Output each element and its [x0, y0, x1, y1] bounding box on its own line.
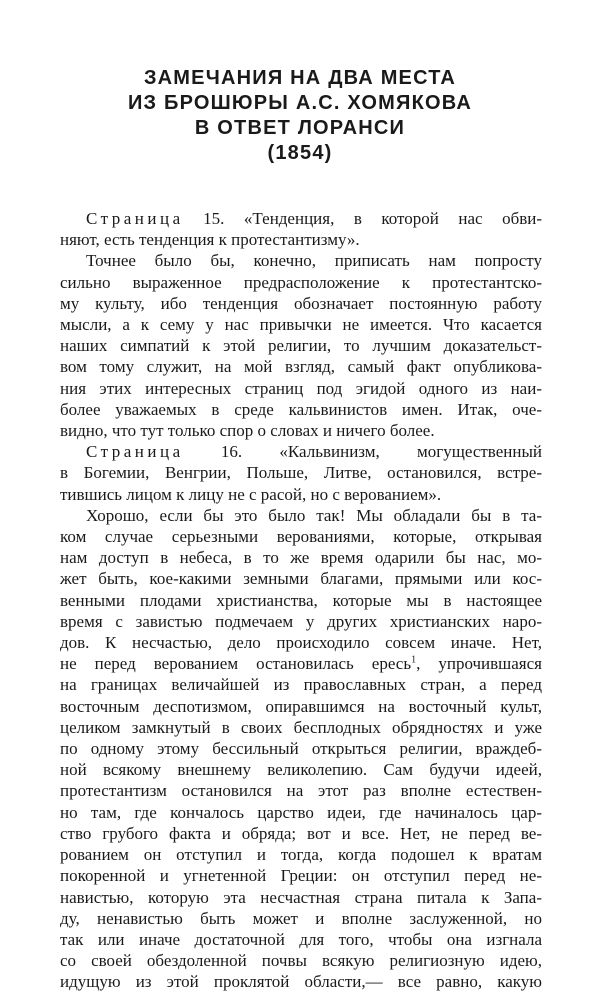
text-line: сильно выраженное предрасположение к протестантско-: [60, 272, 542, 292]
text-line: со своей обездоленной почвы всякую религиозную идею,: [60, 951, 542, 971]
text-line: мысли, а к сему у нас привычки не имеется. Что касается: [60, 315, 542, 335]
text-line: но там, где кончалось царство идеи, где начиналось цар-: [60, 802, 542, 822]
text-line: покоренной и угнетенной Греции: он отступил перед не-: [60, 866, 542, 886]
text-line: по одному этому бессильный открыться религии, враждеб-: [60, 739, 542, 759]
text-line: в Богемии, Венгрии, Польше, Литве, остановился, встре-: [60, 463, 542, 483]
text-line: время с завистью подмечаем у других христианских наро-: [60, 611, 542, 631]
text-line: видно, что тут только спор о словах и ничего более.: [60, 421, 435, 441]
title-line: ИЗ БРОШЮРЫ А.С. ХОМЯКОВА: [127, 92, 473, 114]
text-line: Страница 15. «Тенденция, в которой нас обви-: [86, 209, 542, 228]
title-line: В ОТВЕТ ЛОРАНСИ: [194, 117, 406, 139]
text-line: рованием он отступил и тогда, когда подошел к вратам: [60, 845, 542, 865]
text-line: не перед верованием остановилась ересь$^1$, упрочившаяся: [60, 654, 542, 674]
text-line: дов. К несчастью, дело происходило совсем иначе. Нет,: [60, 633, 542, 653]
text-line: ния этих интересных страниц под эгидой одного из наи-: [60, 378, 542, 398]
text-line: Страница 16. «Кальвинизм, могущественный: [86, 442, 542, 462]
text-line: жет быть, кое-какими земными благами, прямыми или кос-: [60, 569, 542, 589]
text-line: ду, ненавистью быть может и вполне заслуженной, но: [60, 908, 542, 928]
text-line: ной всякому внешнему великолепию. Сам будучи идеей,: [60, 760, 542, 780]
title-year: (1854): [267, 142, 333, 164]
text-line: наших симпатий к этой религии, то лучшим доказательст-: [60, 336, 542, 356]
chapter-title: [60, 66, 540, 166]
text-line: венными плодами христианства, которые мы в настоящее: [60, 590, 542, 610]
page-reference: Страница: [86, 209, 184, 228]
text-line: идущую из этой проклятой области,— все равно, какую: [60, 972, 542, 992]
footnote-marker: 1: [411, 654, 417, 666]
body-text: [60, 208, 542, 993]
text-line: протестантизм остановился на этот раз вполне естествен-: [60, 781, 542, 801]
text-line: навистью, которую эта несчастная страна питала к Запа-: [60, 887, 542, 907]
text-line: нам доступ в небеса, в то же время одарили бы нас, мо-: [60, 548, 542, 568]
text-line: тившись лицом к лицу не с расой, но с верованием».: [60, 484, 442, 504]
text-line: му культу, ибо тенденция обозначает постоянную работу: [60, 293, 542, 313]
text-line: восточным деспотизмом, опиравшимся на восточный культ,: [60, 696, 542, 716]
text-line: так или иначе достаточной для того, чтобы она изгнала: [60, 929, 542, 949]
text-line: ком случае серьезными верованиями, которые, открывая: [60, 527, 542, 547]
text-line: целиком замкнутый в своих бесплодных обрядностях и уже: [60, 717, 542, 737]
text-line: ство грубого факта и обряда; вот и все. Нет, не перед ве-: [60, 823, 542, 843]
text-line: вом тому служит, на мой взгляд, самый факт опубликова-: [60, 357, 542, 377]
text-line: Точнее было бы, конечно, приписать нам попросту: [86, 251, 542, 271]
page-reference: Страница: [86, 442, 184, 462]
text-line: няют, есть тенденция к протестантизму».: [60, 230, 360, 250]
text-line: Хорошо, если бы это было так! Мы обладали бы в та-: [86, 505, 542, 525]
text-line: на границах величайшей из православных стран, а перед: [60, 675, 542, 695]
title-line: ЗАМЕЧАНИЯ НА ДВА МЕСТА: [143, 67, 457, 89]
text-line: более уважаемых в среде кальвинистов имен. Итак, оче-: [60, 399, 542, 419]
